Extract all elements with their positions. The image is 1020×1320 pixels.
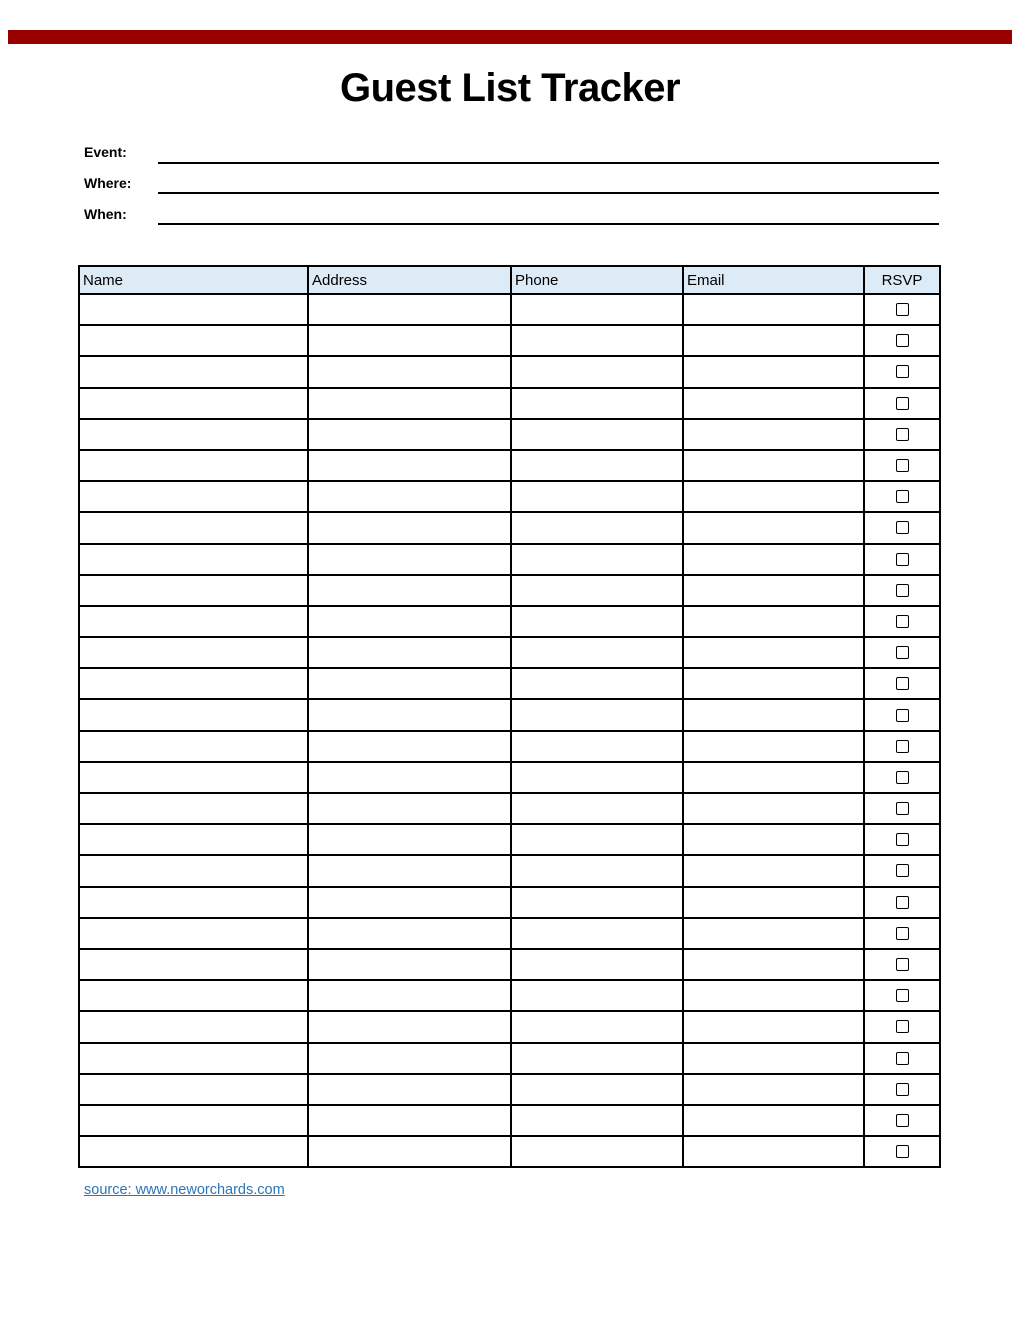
column-header-rsvp: RSVP <box>864 266 940 294</box>
rsvp-cell <box>864 1074 940 1105</box>
phone-cell[interactable] <box>511 980 683 1011</box>
table-row <box>79 325 940 356</box>
email-cell[interactable] <box>683 388 864 419</box>
email-cell[interactable] <box>683 544 864 575</box>
rsvp-checkbox[interactable] <box>896 646 909 659</box>
address-cell[interactable] <box>308 1105 511 1136</box>
email-cell[interactable] <box>683 762 864 793</box>
table-row <box>79 637 940 668</box>
rsvp-cell <box>864 668 940 699</box>
rsvp-checkbox[interactable] <box>896 709 909 722</box>
name-cell[interactable] <box>79 699 308 730</box>
table-row <box>79 575 940 606</box>
address-cell[interactable] <box>308 544 511 575</box>
phone-cell[interactable] <box>511 1105 683 1136</box>
email-cell[interactable] <box>683 824 864 855</box>
column-header-address: Address <box>308 266 511 294</box>
rsvp-cell <box>864 762 940 793</box>
table-row <box>79 1011 940 1042</box>
rsvp-checkbox[interactable] <box>896 771 909 784</box>
column-header-email: Email <box>683 266 864 294</box>
rsvp-cell <box>864 793 940 824</box>
rsvp-checkbox[interactable] <box>896 490 909 503</box>
phone-cell[interactable] <box>511 762 683 793</box>
name-cell[interactable] <box>79 356 308 387</box>
phone-cell[interactable] <box>511 481 683 512</box>
phone-cell[interactable] <box>511 793 683 824</box>
address-cell[interactable] <box>308 1074 511 1105</box>
table-row <box>79 824 940 855</box>
email-cell[interactable] <box>683 481 864 512</box>
rsvp-cell <box>864 325 940 356</box>
name-cell[interactable] <box>79 419 308 450</box>
address-cell[interactable] <box>308 637 511 668</box>
name-cell[interactable] <box>79 481 308 512</box>
table-row <box>79 699 940 730</box>
table-row <box>79 731 940 762</box>
rsvp-checkbox[interactable] <box>896 553 909 566</box>
event-label: Event: <box>84 144 127 160</box>
when-label: When: <box>84 206 127 222</box>
address-cell[interactable] <box>308 762 511 793</box>
name-cell[interactable] <box>79 918 308 949</box>
email-cell[interactable] <box>683 575 864 606</box>
rsvp-cell <box>864 450 940 481</box>
rsvp-checkbox[interactable] <box>896 1083 909 1096</box>
name-cell[interactable] <box>79 575 308 606</box>
rsvp-checkbox[interactable] <box>896 397 909 410</box>
rsvp-cell <box>864 294 940 325</box>
email-cell[interactable] <box>683 1136 864 1167</box>
rsvp-cell <box>864 1136 940 1167</box>
table-row <box>79 793 940 824</box>
rsvp-checkbox[interactable] <box>896 521 909 534</box>
column-header-name: Name <box>79 266 308 294</box>
rsvp-cell <box>864 1011 940 1042</box>
email-cell[interactable] <box>683 731 864 762</box>
guest-table <box>78 265 941 1168</box>
rsvp-checkbox[interactable] <box>896 584 909 597</box>
address-cell[interactable] <box>308 356 511 387</box>
name-cell[interactable] <box>79 388 308 419</box>
name-cell[interactable] <box>79 949 308 980</box>
column-header-phone: Phone <box>511 266 683 294</box>
name-cell[interactable] <box>79 606 308 637</box>
address-cell[interactable] <box>308 824 511 855</box>
name-cell[interactable] <box>79 1105 308 1136</box>
rsvp-cell <box>864 949 940 980</box>
address-cell[interactable] <box>308 388 511 419</box>
rsvp-checkbox[interactable] <box>896 927 909 940</box>
address-cell[interactable] <box>308 793 511 824</box>
name-cell[interactable] <box>79 325 308 356</box>
table-row <box>79 388 940 419</box>
name-cell[interactable] <box>79 450 308 481</box>
name-cell[interactable] <box>79 1074 308 1105</box>
table-row <box>79 294 940 325</box>
email-cell[interactable] <box>683 419 864 450</box>
address-cell[interactable] <box>308 606 511 637</box>
table-row <box>79 544 940 575</box>
table-row <box>79 980 940 1011</box>
address-cell[interactable] <box>308 1136 511 1167</box>
table-row <box>79 1043 940 1074</box>
email-cell[interactable] <box>683 294 864 325</box>
table-header-row <box>79 266 940 294</box>
phone-cell[interactable] <box>511 637 683 668</box>
table-row <box>79 887 940 918</box>
phone-cell[interactable] <box>511 325 683 356</box>
email-cell[interactable] <box>683 949 864 980</box>
phone-cell[interactable] <box>511 512 683 543</box>
address-cell[interactable] <box>308 575 511 606</box>
table-row <box>79 606 940 637</box>
email-cell[interactable] <box>683 980 864 1011</box>
phone-cell[interactable] <box>511 918 683 949</box>
table-row <box>79 762 940 793</box>
address-cell[interactable] <box>308 1043 511 1074</box>
rsvp-checkbox[interactable] <box>896 802 909 815</box>
email-cell[interactable] <box>683 855 864 886</box>
name-cell[interactable] <box>79 762 308 793</box>
rsvp-checkbox[interactable] <box>896 334 909 347</box>
rsvp-cell <box>864 419 940 450</box>
email-cell[interactable] <box>683 1074 864 1105</box>
rsvp-cell <box>864 980 940 1011</box>
rsvp-cell <box>864 388 940 419</box>
address-cell[interactable] <box>308 419 511 450</box>
rsvp-cell <box>864 544 940 575</box>
email-cell[interactable] <box>683 1105 864 1136</box>
table-row <box>79 356 940 387</box>
email-cell[interactable] <box>683 793 864 824</box>
name-cell[interactable] <box>79 980 308 1011</box>
name-cell[interactable] <box>79 294 308 325</box>
phone-cell[interactable] <box>511 606 683 637</box>
address-cell[interactable] <box>308 855 511 886</box>
address-cell[interactable] <box>308 887 511 918</box>
phone-cell[interactable] <box>511 949 683 980</box>
email-cell[interactable] <box>683 606 864 637</box>
name-cell[interactable] <box>79 668 308 699</box>
table-row <box>79 419 940 450</box>
phone-cell[interactable] <box>511 1043 683 1074</box>
phone-cell[interactable] <box>511 731 683 762</box>
email-cell[interactable] <box>683 356 864 387</box>
rsvp-cell <box>864 1043 940 1074</box>
rsvp-checkbox[interactable] <box>896 1052 909 1065</box>
address-cell[interactable] <box>308 325 511 356</box>
rsvp-cell <box>864 887 940 918</box>
rsvp-checkbox[interactable] <box>896 1114 909 1127</box>
email-cell[interactable] <box>683 699 864 730</box>
table-row <box>79 1105 940 1136</box>
email-cell[interactable] <box>683 637 864 668</box>
rsvp-cell <box>864 699 940 730</box>
rsvp-checkbox[interactable] <box>896 958 909 971</box>
rsvp-cell <box>864 1105 940 1136</box>
name-cell[interactable] <box>79 855 308 886</box>
name-cell[interactable] <box>79 887 308 918</box>
name-cell[interactable] <box>79 637 308 668</box>
rsvp-checkbox[interactable] <box>896 864 909 877</box>
rsvp-cell <box>864 918 940 949</box>
when-field[interactable] <box>158 223 939 225</box>
rsvp-cell <box>864 512 940 543</box>
rsvp-cell <box>864 606 940 637</box>
email-cell[interactable] <box>683 918 864 949</box>
name-cell[interactable] <box>79 512 308 543</box>
name-cell[interactable] <box>79 1136 308 1167</box>
phone-cell[interactable] <box>511 544 683 575</box>
phone-cell[interactable] <box>511 419 683 450</box>
phone-cell[interactable] <box>511 575 683 606</box>
email-cell[interactable] <box>683 1011 864 1042</box>
name-cell[interactable] <box>79 1043 308 1074</box>
phone-cell[interactable] <box>511 1074 683 1105</box>
source-link[interactable]: source: www.neworchards.com <box>84 1182 285 1198</box>
address-cell[interactable] <box>308 1011 511 1042</box>
rsvp-checkbox[interactable] <box>896 365 909 378</box>
table-row <box>79 668 940 699</box>
email-cell[interactable] <box>683 512 864 543</box>
rsvp-checkbox[interactable] <box>896 740 909 753</box>
name-cell[interactable] <box>79 824 308 855</box>
address-cell[interactable] <box>308 731 511 762</box>
phone-cell[interactable] <box>511 855 683 886</box>
guest-table-body <box>79 294 940 1167</box>
rsvp-cell <box>864 637 940 668</box>
email-cell[interactable] <box>683 887 864 918</box>
table-row <box>79 512 940 543</box>
table-row <box>79 450 940 481</box>
phone-cell[interactable] <box>511 450 683 481</box>
phone-cell[interactable] <box>511 294 683 325</box>
name-cell[interactable] <box>79 1011 308 1042</box>
name-cell[interactable] <box>79 731 308 762</box>
rsvp-checkbox[interactable] <box>896 1020 909 1033</box>
rsvp-checkbox[interactable] <box>896 303 909 316</box>
address-cell[interactable] <box>308 481 511 512</box>
phone-cell[interactable] <box>511 699 683 730</box>
email-cell[interactable] <box>683 325 864 356</box>
rsvp-checkbox[interactable] <box>896 833 909 846</box>
rsvp-cell <box>864 855 940 886</box>
rsvp-cell <box>864 575 940 606</box>
rsvp-cell <box>864 731 940 762</box>
rsvp-checkbox[interactable] <box>896 1145 909 1158</box>
phone-cell[interactable] <box>511 668 683 699</box>
rsvp-checkbox[interactable] <box>896 428 909 441</box>
address-cell[interactable] <box>308 699 511 730</box>
rsvp-checkbox[interactable] <box>896 896 909 909</box>
table-row <box>79 1074 940 1105</box>
email-cell[interactable] <box>683 450 864 481</box>
page-title: Guest List Tracker <box>339 66 681 110</box>
address-cell[interactable] <box>308 668 511 699</box>
where-field[interactable] <box>158 192 939 194</box>
address-cell[interactable] <box>308 512 511 543</box>
phone-cell[interactable] <box>511 388 683 419</box>
phone-cell[interactable] <box>511 824 683 855</box>
name-cell[interactable] <box>79 793 308 824</box>
where-label: Where: <box>84 175 132 191</box>
name-cell[interactable] <box>79 544 308 575</box>
rsvp-checkbox[interactable] <box>896 677 909 690</box>
rsvp-checkbox[interactable] <box>896 989 909 1002</box>
rsvp-checkbox[interactable] <box>896 459 909 472</box>
address-cell[interactable] <box>308 949 511 980</box>
phone-cell[interactable] <box>511 887 683 918</box>
rsvp-cell <box>864 481 940 512</box>
phone-cell[interactable] <box>511 1011 683 1042</box>
address-cell[interactable] <box>308 450 511 481</box>
address-cell[interactable] <box>308 918 511 949</box>
email-cell[interactable] <box>683 668 864 699</box>
table-row <box>79 918 940 949</box>
event-field[interactable] <box>158 162 939 164</box>
top-accent-bar <box>8 30 1012 44</box>
address-cell[interactable] <box>308 980 511 1011</box>
table-row <box>79 1136 940 1167</box>
email-cell[interactable] <box>683 1043 864 1074</box>
table-row <box>79 855 940 886</box>
rsvp-checkbox[interactable] <box>896 615 909 628</box>
rsvp-cell <box>864 356 940 387</box>
phone-cell[interactable] <box>511 356 683 387</box>
table-row <box>79 481 940 512</box>
phone-cell[interactable] <box>511 1136 683 1167</box>
table-row <box>79 949 940 980</box>
address-cell[interactable] <box>308 294 511 325</box>
rsvp-cell <box>864 824 940 855</box>
